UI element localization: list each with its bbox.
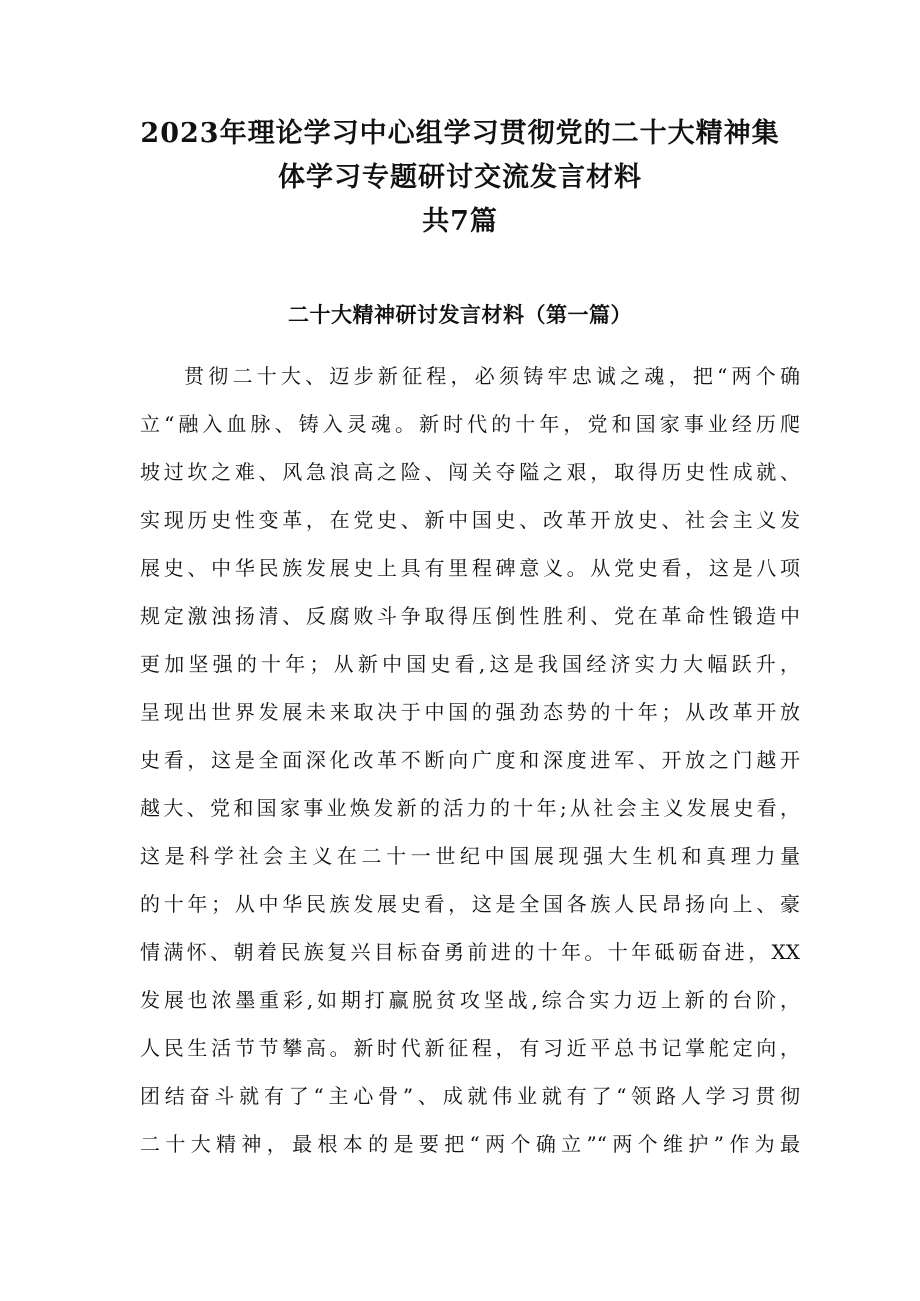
body-line: 团结奋斗就有了“主心骨”、成就伟业就有了“领路人学习贯彻 xyxy=(140,1084,800,1108)
body-line: 发展也浓墨重彩,如期打赢脱贫攻坚战,综合实力迈上新的台阶， xyxy=(140,988,800,1012)
body-line: 规定激浊扬清、反腐败斗争取得压倒性胜利、党在革命性锻造中 xyxy=(140,604,800,628)
body-paragraph xyxy=(140,352,800,1168)
body-line: 展史、中华民族发展史上具有里程碑意义。从党史看，这是八项 xyxy=(140,556,800,580)
body-line: 贯彻二十大、迈步新征程，必须铸牢忠诚之魂，把“两个确 xyxy=(184,364,800,388)
title-line-3: 共7篇 xyxy=(422,206,498,237)
body-line: 坡过坎之难、风急浪高之险、闯关夺隘之艰，取得历史性成就、 xyxy=(140,460,800,484)
body-line: 呈现出世界发展未来取决于中国的强劲态势的十年；从改革开放 xyxy=(140,700,800,724)
body-line: 立“融入血脉、铸入灵魂。新时代的十年，党和国家事业经历爬 xyxy=(140,412,800,436)
body-line: 二十大精神，最根本的是要把“两个确立”“两个维护”作为最 xyxy=(140,1132,800,1156)
document-title xyxy=(0,112,920,244)
body-line: 人民生活节节攀高。新时代新征程，有习近平总书记掌舵定向， xyxy=(140,1036,800,1060)
body-line: 越大、党和国家事业焕发新的活力的十年;从社会主义发展史看， xyxy=(140,796,800,820)
body-line: 史看，这是全面深化改革不断向广度和深度进军、开放之门越开 xyxy=(140,748,800,772)
title-line-2: 体学习专题研讨交流发言材料 xyxy=(278,162,642,193)
title-line-1: 2023年理论学习中心组学习贯彻党的二十大精神集 xyxy=(140,118,780,149)
body-line: 情满怀、朝着民族复兴目标奋勇前进的十年。十年砥砺奋进，XX xyxy=(140,940,800,964)
body-line: 实现历史性变革，在党史、新中国史、改革开放史、社会主义发 xyxy=(140,508,800,532)
body-line: 的十年；从中华民族发展史看，这是全国各族人民昂扬向上、豪 xyxy=(140,892,800,916)
body-line: 这是科学社会主义在二十一世纪中国展现强大生机和真理力量 xyxy=(140,844,800,868)
section-heading: 二十大精神研讨发言材料（第一篇） xyxy=(288,303,632,327)
body-line: 更加坚强的十年；从新中国史看,这是我国经济实力大幅跃升， xyxy=(140,652,800,676)
